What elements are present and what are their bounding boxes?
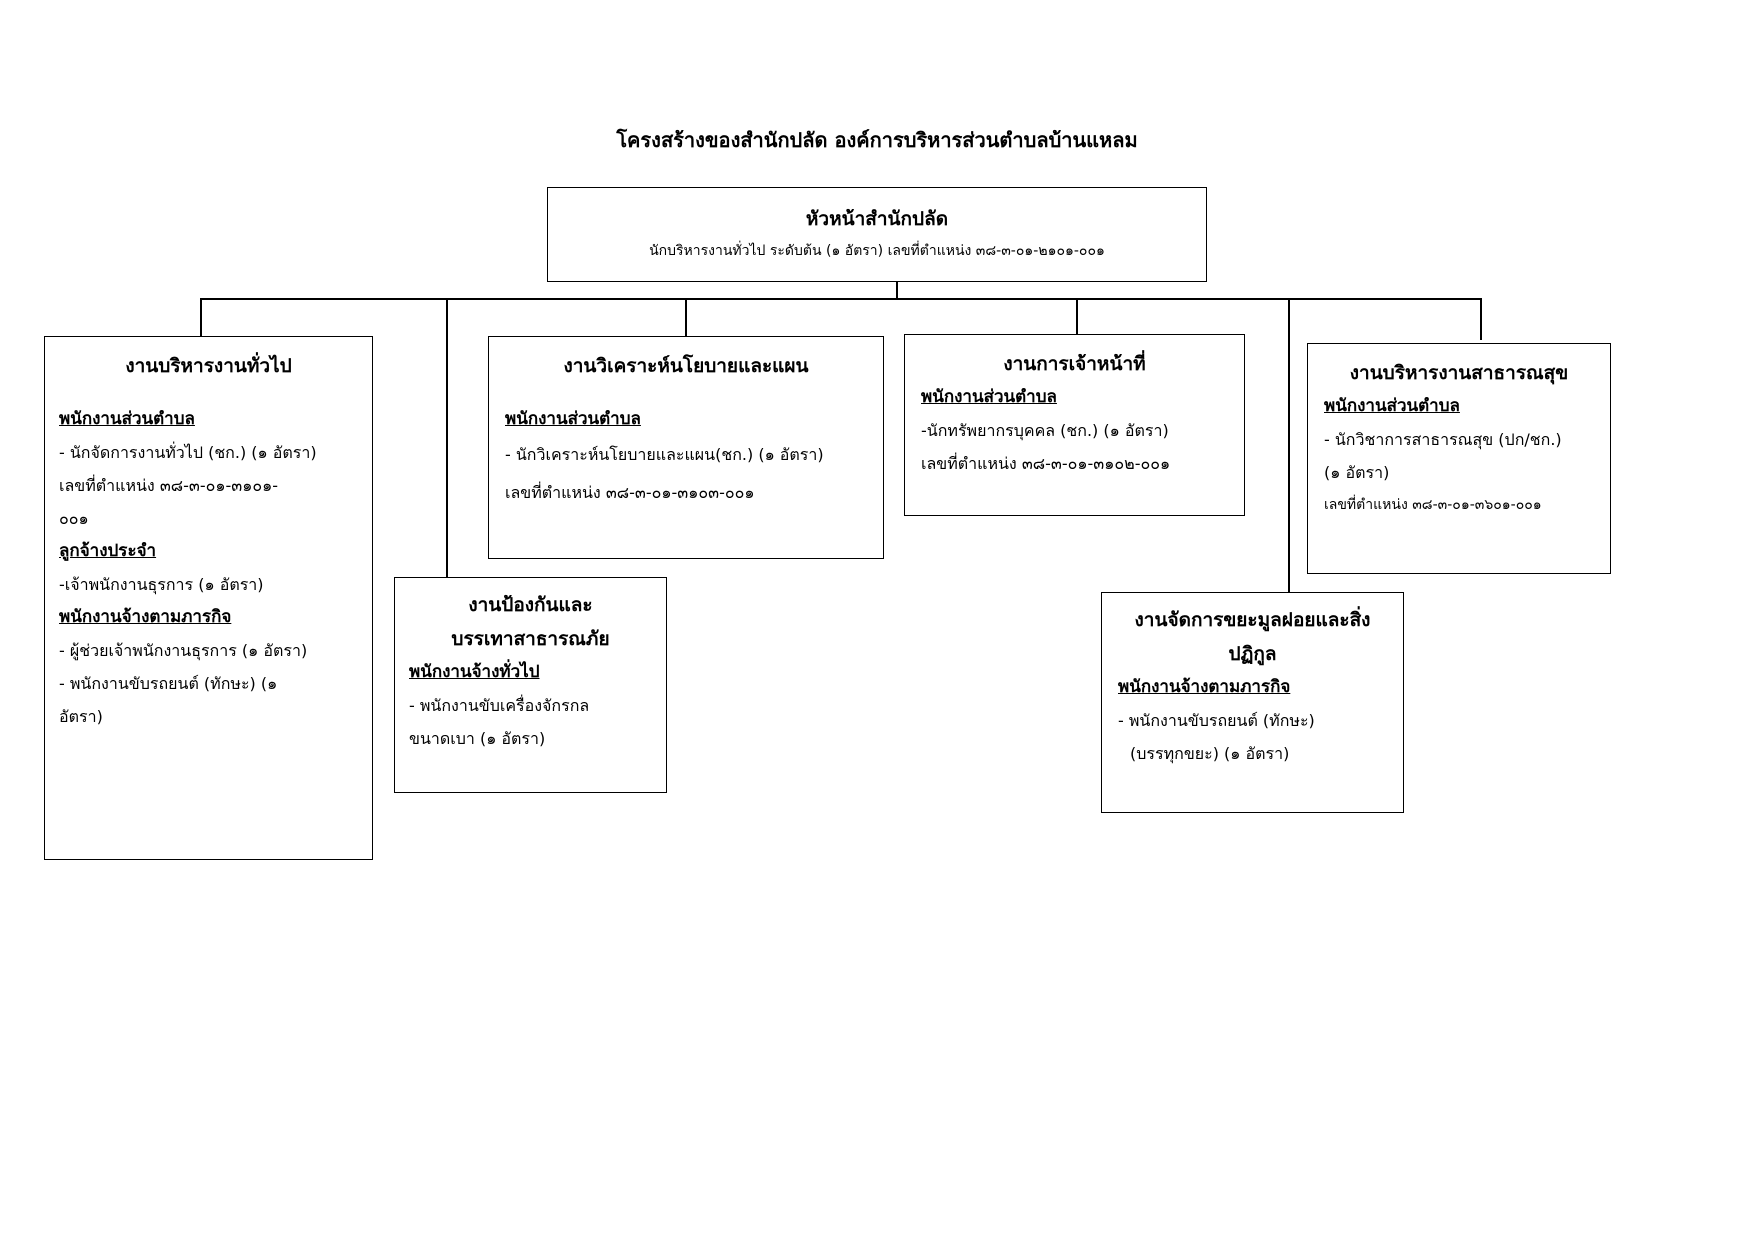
policy-sec1: พนักงานส่วนตำบล [505,409,641,429]
general-admin-sec3-item2: - พนักงานขับรถยนต์ (ทักษะ) (๑ [59,674,278,693]
general-admin-box [44,336,373,860]
personnel-item1: -นักทรัพยากรบุคคล (ชก.) (๑ อัตรา) [921,421,1169,440]
general-admin-sec1-item2: เลขที่ตำแหน่ง ๓๘-๓-๐๑-๓๑๐๑- [59,476,279,495]
waste-box [1101,592,1404,813]
personnel-title: งานการเจ้าหน้าที่ [1003,353,1146,375]
general-admin-sec1-item1: - นักจัดการงานทั่วไป (ชก.) (๑ อัตรา) [59,443,317,462]
head-connector [896,280,898,300]
waste-sec1: พนักงานจ้างตามภารกิจ [1118,677,1291,697]
connector-policy [685,298,687,336]
connector-waste [1288,298,1290,592]
connector-personnel [1076,298,1078,334]
policy-box [488,336,884,559]
health-item3: เลขที่ตำแหน่ง ๓๘-๓-๐๑-๓๖๐๑-๐๐๑ [1324,497,1542,513]
personnel-sec1: พนักงานส่วนตำบล [921,387,1057,407]
general-admin-sec3: พนักงานจ้างตามภารกิจ [59,607,232,627]
health-title: งานบริหารงานสาธารณสุข [1349,362,1569,384]
general-admin-sec3-item3: อัตรา) [59,707,103,726]
head-subtitle: นักบริหารงานทั่วไป ระดับต้น (๑ อัตรา) เลขที่ตำแหน่ง ๓๘-๓-๐๑-๒๑๐๑-๐๐๑ [649,243,1105,259]
head-title: หัวหน้าสำนักปลัด [805,208,949,230]
general-admin-sec3-item1: - ผู้ช่วยเจ้าพนักงานธุรการ (๑ อัตรา) [59,641,308,660]
health-item1: - นักวิชาการสาธารณสุข (ปก/ชก.) [1324,430,1562,449]
chart-title: โครงสร้างของสำนักปลัด องค์การบริหารส่วนตำบลบ้านแหลม [616,128,1138,152]
policy-item1: - นักวิเคราะห์นโยบายและแผน(ชก.) (๑ อัตรา) [505,445,824,464]
health-item2: (๑ อัตรา) [1324,463,1390,482]
waste-title-1: งานจัดการขยะมูลฝอยและสิ่ง [1134,609,1371,631]
waste-title-2: ปฏิกูล [1228,643,1277,665]
connector-general-admin [200,298,202,336]
general-admin-title: งานบริหารงานทั่วไป [125,355,292,377]
policy-title: งานวิเคราะห์นโยบายและแผน [563,355,809,377]
health-sec1: พนักงานส่วนตำบล [1324,396,1460,416]
prevention-item1: - พนักงานขับเครื่องจักรกล [409,696,590,715]
connector-prevention [446,298,448,578]
general-admin-sec2-item1: -เจ้าพนักงานธุรการ (๑ อัตรา) [59,575,264,594]
waste-item2: (บรรทุกขยะ) (๑ อัตรา) [1130,744,1290,763]
connector-health [1480,298,1482,340]
waste-item1: - พนักงานขับรถยนต์ (ทักษะ) [1118,711,1315,730]
prevention-box [394,577,667,793]
personnel-box [904,334,1245,516]
personnel-item2: เลขที่ตำแหน่ง ๓๘-๓-๐๑-๓๑๐๒-๐๐๑ [921,454,1171,473]
general-admin-sec1: พนักงานส่วนตำบล [59,409,195,429]
policy-item2: เลขที่ตำแหน่ง ๓๘-๓-๐๑-๓๑๐๓-๐๐๑ [505,483,755,502]
prevention-sec1: พนักงานจ้างทั่วไป [409,662,540,682]
health-box [1307,343,1611,574]
prevention-title-2: บรรเทาสาธารณภัย [451,628,610,650]
prevention-item2: ขนาดเบา (๑ อัตรา) [409,729,546,748]
head-box [547,187,1207,282]
general-admin-sec2: ลูกจ้างประจำ [59,541,157,561]
general-admin-sec1-item3: ๐๐๑ [59,509,89,528]
prevention-title-1: งานป้องกันและ [468,594,593,616]
